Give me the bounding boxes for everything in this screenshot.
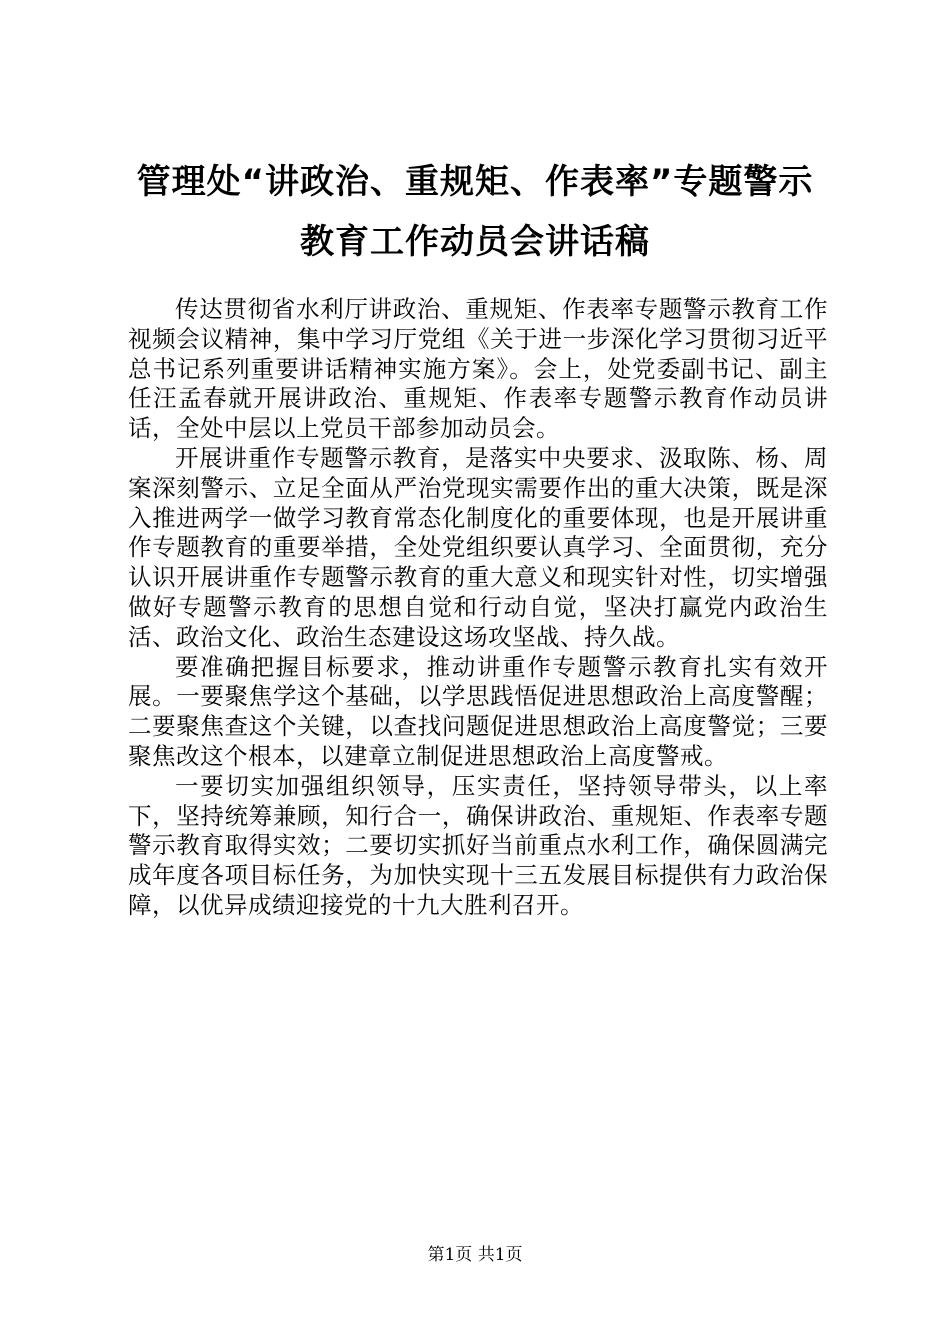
document-body [128,295,828,921]
paragraph-3: 要准确把握目标要求，推动讲重作专题警示教育扎实有效开展。一要聚焦学这个基础，以学思践悟促进思想政治上高度警醒；二要聚焦查这个关键，以查找问题促进思想政治上高度警觉；三要聚焦改这个根本，以建章立制促进思想政治上高度警戒。 [128,652,828,770]
document-title-line-1: 管理处“讲政治、重规矩、作表率”专题警示 [136,162,814,202]
page-footer: 第1页 共1页 [427,1245,523,1265]
document-title-line-2: 教育工作动员会讲话稿 [300,222,650,262]
paragraph-1: 传达贯彻省水利厅讲政治、重规矩、作表率专题警示教育工作视频会议精神，集中学习厅党组《关于进一步深化学习贯彻习近平总书记系列重要讲话精神实施方案》。会上，处党委副书记、副主任汪孟春就开展讲政治、重规矩、作表率专题警示教育作动员讲话，全处中层以上党员干部参加动员会。 [128,295,828,443]
paragraph-2: 开展讲重作专题警示教育，是落实中央要求、汲取陈、杨、周案深刻警示、立足全面从严治党现实需要作出的重大决策，既是深入推进两学一做学习教育常态化制度化的重要体现，也是开展讲重作专题教育的重要举措，全处党组织要认真学习、全面贯彻，充分认识开展讲重作专题警示教育的重大意义和现实针对性，切实增强做好专题警示教育的思想自觉和行动自觉，坚决打赢党内政治生活、政治文化、政治生态建设这场攻坚战、持久战。 [128,443,828,651]
paragraph-4: 一要切实加强组织领导，压实责任，坚持领导带头，以上率下，坚持统筹兼顾，知行合一，确保讲政治、重规矩、作表率专题警示教育取得实效；二要切实抓好当前重点水利工作，确保圆满完成年度各项目标任务，为加快实现十三五发展目标提供有力政治保障，以优异成绩迎接党的十九大胜利召开。 [128,771,828,919]
